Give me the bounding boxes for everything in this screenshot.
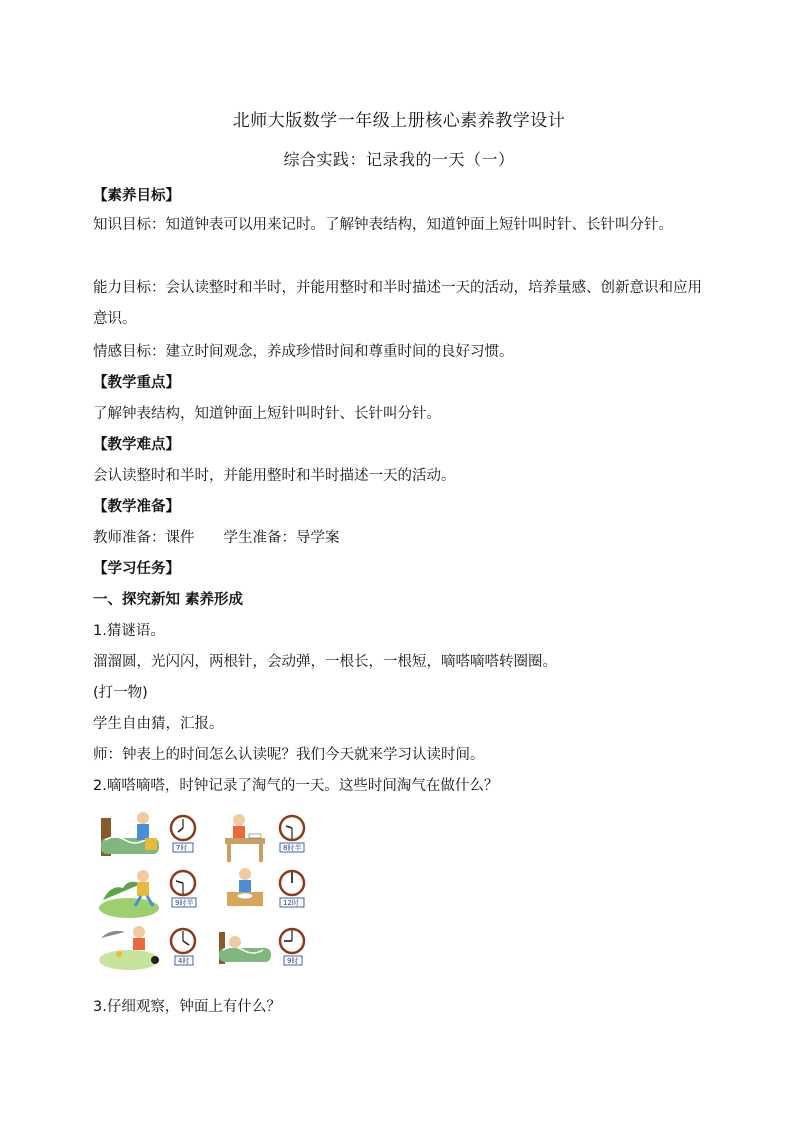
- clock-label: 8时半: [283, 844, 302, 852]
- clock-label: 9时半: [175, 899, 194, 907]
- clock-icon: [280, 871, 304, 907]
- lunch-scene: [227, 868, 263, 906]
- teacher-line: 师：钟表上的时间怎么认读呢？我们今天就来学习认读时间。: [93, 747, 485, 763]
- document-subtitle: 综合实践：记录我的一天（一）: [283, 150, 515, 169]
- section-heading-tasks: 【学习任务】: [93, 561, 180, 577]
- clock-icon: [280, 929, 304, 965]
- knowledge-goal: 知识目标：知道钟表可以用来记时。了解钟表结构，知道钟面上短针叫时针、长针叫分针。: [93, 217, 673, 233]
- section-heading-difficulties: 【教学难点】: [93, 437, 180, 453]
- riddle-hint: (打一物): [93, 685, 148, 701]
- key-point-text: 了解钟表结构，知道钟面上短针叫时针、长针叫分针。: [93, 406, 441, 422]
- task-step-1: 1.猜谜语。: [93, 623, 165, 639]
- section-heading-goals: 【素养目标】: [93, 188, 180, 204]
- preparation-text: 教师准备：课件 学生准备：导学案: [93, 530, 340, 546]
- task-step-2: 2.嘀嗒嘀嗒，时钟记录了淘气的一天。这些时间淘气在做什么？: [93, 778, 499, 794]
- task-heading-explore: 一、探究新知 素养形成: [93, 592, 244, 608]
- study-scene: [225, 814, 265, 862]
- clock-icon: [171, 871, 196, 907]
- clock-label: 12时: [283, 899, 299, 907]
- clock-label: 7时: [176, 844, 188, 852]
- riddle-text: 溜溜圆，光闪闪，两根针，会动弹，一根长，一根短，嘀嗒嘀嗒转圈圈。: [93, 654, 557, 670]
- daily-routine-illustration: [99, 808, 321, 980]
- clock-label: 9时: [287, 957, 299, 965]
- section-heading-preparation: 【教学准备】: [93, 499, 180, 515]
- sleep-scene: [219, 932, 271, 964]
- document-title: 北师大版数学一年级上册核心素养教学设计: [232, 111, 566, 131]
- football-scene: [99, 926, 159, 970]
- student-activity: 学生自由猜，汇报。: [93, 716, 224, 732]
- ability-goal: 能力目标：会认读整时和半时，并能用整时和半时描述一天的活动，培养量感、创新意识和应用意识。: [93, 280, 702, 327]
- emotion-goal: 情感目标：建立时间观念，养成珍惜时间和尊重时间的良好习惯。: [93, 344, 514, 360]
- clock-label: 4时: [178, 957, 190, 965]
- wake-up-scene: [101, 812, 159, 856]
- clock-icon: [280, 816, 304, 852]
- task-step-3: 3.仔细观察，钟面上有什么？: [93, 999, 281, 1015]
- section-heading-key-points: 【教学重点】: [93, 375, 180, 391]
- clock-icon: [171, 816, 195, 852]
- clock-icon: [171, 929, 195, 965]
- difficulty-text: 会认读整时和半时，并能用整时和半时描述一天的活动。: [93, 468, 456, 484]
- play-scene: [99, 870, 159, 918]
